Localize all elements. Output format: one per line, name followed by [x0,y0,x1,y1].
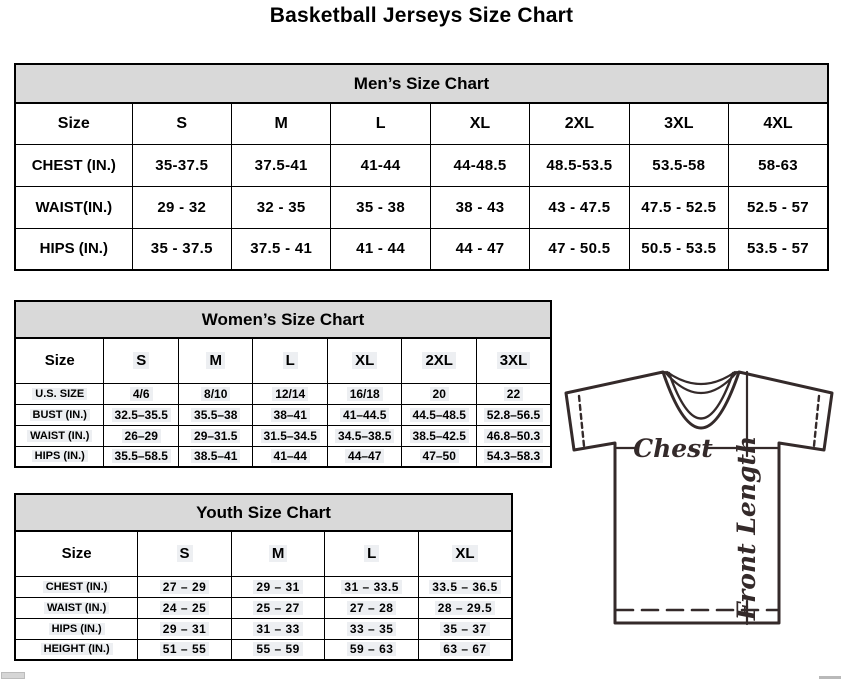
table-row [15,404,551,425]
table-row [15,576,512,597]
column-header: S [132,103,231,144]
cell-text: BUST (IN.) [30,409,90,421]
column-header [138,531,232,576]
table-row [15,639,512,660]
size-value-cell [231,639,325,660]
size-value-cell [402,404,477,425]
cell-text: 33 – 35 [347,622,397,636]
cell-text: 54.3–58.3 [484,449,543,463]
cell-text: 16/18 [347,387,383,401]
column-header [231,531,325,576]
table-row [15,425,551,446]
column-header [327,338,402,383]
cell-text: 12/14 [272,387,308,401]
cell-text: U.S. SIZE [32,388,87,400]
cell-text: CHEST (IN.) [43,581,111,593]
cell-text: 51 – 55 [160,642,210,656]
cell-text: 29 – 31 [253,580,303,594]
column-header [476,338,551,383]
cell-text: 33.5 – 36.5 [429,580,501,594]
corner-header: Size [15,103,132,144]
cell-text: WAIST (IN.) [44,602,109,614]
cell-text: 8/10 [201,387,230,401]
size-value-cell: 47 - 50.5 [530,228,629,270]
corner-header: Size [15,531,138,576]
cell-text: M [206,352,225,369]
cell-text: 31 – 33 [253,622,303,636]
cell-text: 59 – 63 [347,642,397,656]
cell-text: L [364,545,379,562]
womens-table-title: Women’s Size Chart [14,300,552,338]
size-value-cell [104,425,179,446]
cell-text: 3XL [497,352,531,369]
cell-text: 2XL [422,352,456,369]
column-header [402,338,477,383]
size-value-cell: 48.5-53.5 [530,144,629,186]
cell-text: 4/6 [130,387,153,401]
column-header [325,531,419,576]
size-value-cell [138,576,232,597]
table-row [15,446,551,467]
cell-text: 47–50 [420,449,459,463]
size-value-cell [178,446,253,467]
size-value-cell: 29 - 32 [132,186,231,228]
size-value-cell [327,446,402,467]
size-value-cell: 35-37.5 [132,144,231,186]
row-label: CHEST (IN.) [15,144,132,186]
row-label [15,446,104,467]
column-header: 2XL [530,103,629,144]
jersey-body-outline [566,372,832,623]
womens-table [14,337,552,468]
size-value-cell [104,446,179,467]
jersey-diagram [556,358,842,670]
size-value-cell [476,383,551,404]
size-value-cell: 41 - 44 [331,228,430,270]
mens-table-title: Men’s Size Chart [14,63,829,103]
size-value-cell [253,404,328,425]
row-label [15,425,104,446]
cell-text: 52.8–56.5 [484,408,543,422]
size-value-cell [327,404,402,425]
size-value-cell: 52.5 - 57 [729,186,829,228]
cell-text: HEIGHT (IN.) [41,643,113,655]
cell-text: S [177,545,193,562]
size-value-cell: 47.5 - 52.5 [629,186,728,228]
row-label: HIPS (IN.) [15,228,132,270]
cell-text: 41–44.5 [340,408,389,422]
cell-text: 44–47 [345,449,384,463]
size-value-cell [327,383,402,404]
size-value-cell [138,618,232,639]
column-header: L [331,103,430,144]
chest-label: Chest [633,434,713,463]
size-value-cell [138,597,232,618]
collar-back-arc-inner [667,372,735,384]
cell-text: S [133,352,149,369]
cell-text: 29 – 31 [160,622,210,636]
cell-text: 31.5–34.5 [261,429,320,443]
cell-text: 38.5–42.5 [410,429,469,443]
cell-text: 28 – 29.5 [435,601,496,615]
size-value-cell: 37.5-41 [231,144,330,186]
size-value-cell [418,639,512,660]
size-value-cell [476,425,551,446]
size-value-cell [402,446,477,467]
size-value-cell: 44-48.5 [430,144,529,186]
column-header [418,531,512,576]
row-label [15,576,138,597]
size-value-cell [178,404,253,425]
size-value-cell [178,383,253,404]
size-value-cell: 35 - 38 [331,186,430,228]
cell-text: 55 – 59 [253,642,303,656]
size-value-cell [253,446,328,467]
column-header: XL [430,103,529,144]
size-value-cell [104,383,179,404]
cell-text: HIPS (IN.) [49,623,105,635]
cell-text: 38.5–41 [191,449,240,463]
size-value-cell [231,618,325,639]
cell-text: 24 – 25 [160,601,210,615]
size-value-cell [253,383,328,404]
size-value-cell [402,383,477,404]
cell-text: 25 – 27 [253,601,303,615]
size-value-cell: 50.5 - 53.5 [629,228,728,270]
corner-header: Size [15,338,104,383]
size-value-cell [476,446,551,467]
cell-text: 35 – 37 [440,622,490,636]
youth-table [14,530,513,661]
column-header [253,338,328,383]
cell-text: 44.5–48.5 [410,408,469,422]
size-header-row [15,103,828,144]
size-value-cell [325,597,419,618]
column-header [178,338,253,383]
cell-text: L [283,352,298,369]
cell-text: 22 [504,387,523,401]
row-label: WAIST(IN.) [15,186,132,228]
size-value-cell [418,618,512,639]
size-value-cell: 43 - 47.5 [530,186,629,228]
cell-text: 46.8–50.3 [484,429,543,443]
front-length-label: Front Length [732,435,761,621]
table-row [15,144,828,186]
row-label [15,404,104,425]
size-value-cell [418,576,512,597]
cell-text: 41–44 [271,449,310,463]
row-label [15,383,104,404]
size-value-cell: 32 - 35 [231,186,330,228]
cell-text: 27 – 28 [347,601,397,615]
size-value-cell: 35 - 37.5 [132,228,231,270]
size-value-cell [138,639,232,660]
size-value-cell: 41-44 [331,144,430,186]
mens-size-chart [14,63,829,271]
cell-text: 35.5–58.5 [112,449,171,463]
size-value-cell [418,597,512,618]
table-row [15,228,828,270]
size-value-cell [325,639,419,660]
size-value-cell [178,425,253,446]
jersey-outline-svg [556,358,842,670]
size-value-cell: 53.5 - 57 [729,228,829,270]
row-label [15,618,138,639]
size-value-cell: 38 - 43 [430,186,529,228]
cell-text: 35.5–38 [191,408,240,422]
cell-text: XL [352,352,377,369]
table-row [15,383,551,404]
cell-text: 26–29 [122,429,161,443]
size-value-cell: 58-63 [729,144,829,186]
youth-size-chart [14,493,513,661]
cell-text: 29–31.5 [191,429,240,443]
size-value-cell [325,618,419,639]
table-row [15,186,828,228]
column-header: M [231,103,330,144]
table-row [15,618,512,639]
size-value-cell [325,576,419,597]
cell-text: 34.5–38.5 [335,429,394,443]
size-header-row [15,531,512,576]
cell-text: 63 – 67 [440,642,490,656]
cell-text: 31 – 33.5 [341,580,402,594]
size-value-cell [327,425,402,446]
page-title: Basketball Jerseys Size Chart [269,4,574,27]
cell-text: XL [452,545,477,562]
size-value-cell [231,576,325,597]
horizontal-scrollbar-button-left[interactable] [1,672,25,679]
size-value-cell [476,404,551,425]
cell-text: M [269,545,288,562]
youth-table-title: Youth Size Chart [14,493,513,531]
size-value-cell: 37.5 - 41 [231,228,330,270]
row-label [15,597,138,618]
size-value-cell [402,425,477,446]
size-value-cell [253,425,328,446]
cell-text: 27 – 29 [160,580,210,594]
size-value-cell: 53.5-58 [629,144,728,186]
column-header: 3XL [629,103,728,144]
table-row [15,597,512,618]
mens-table [14,102,829,271]
cell-text: 32.5–35.5 [112,408,171,422]
womens-size-chart [14,300,552,468]
row-label [15,639,138,660]
cell-text: HIPS (IN.) [32,450,88,462]
cell-text: 20 [430,387,449,401]
size-value-cell: 44 - 47 [430,228,529,270]
size-value-cell [104,404,179,425]
column-header: 4XL [729,103,829,144]
cell-text: WAIST (IN.) [27,430,92,442]
size-value-cell [231,597,325,618]
size-header-row [15,338,551,383]
cell-text: 38–41 [271,408,310,422]
column-header [104,338,179,383]
